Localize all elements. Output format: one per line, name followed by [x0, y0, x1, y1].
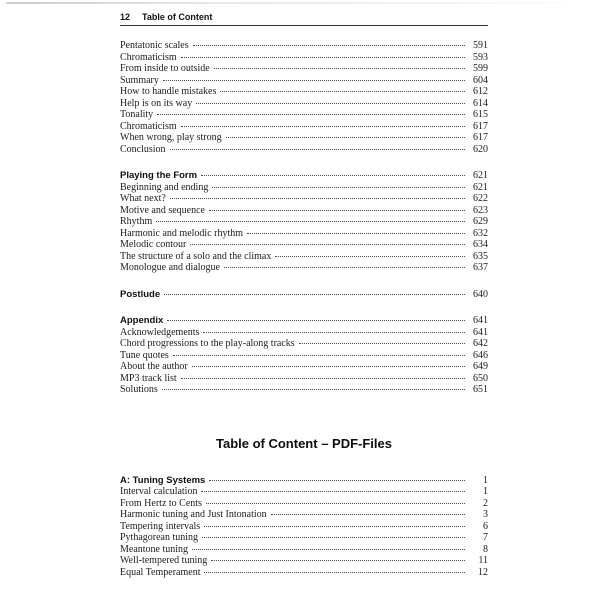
toc-entry	[120, 373, 488, 385]
toc-leader-dots	[181, 378, 465, 379]
toc-entry	[120, 327, 488, 339]
toc-leader-dots	[209, 480, 465, 481]
toc-entry-page: 641	[473, 326, 488, 338]
toc-leader-dots	[206, 503, 465, 504]
toc-entry-label: Acknowledgements	[120, 326, 200, 338]
toc-entry-label: Appendix	[120, 315, 164, 326]
toc-entry	[120, 144, 488, 156]
toc-entry	[120, 75, 488, 87]
toc-entry-label: Conclusion	[120, 143, 166, 155]
toc-entry-page: 12	[478, 566, 488, 578]
toc-leader-dots	[170, 149, 465, 150]
toc-entry-label: Summary	[120, 74, 159, 86]
toc-entry-label: From inside to outside	[120, 63, 210, 74]
toc-entry-page: 622	[473, 193, 488, 204]
toc-entry-label: Equal Temperament	[120, 566, 201, 578]
toc-entry-label: Tempering intervals	[120, 520, 201, 532]
toc-entry-label: Melodic contour	[120, 239, 187, 250]
toc-entry	[120, 567, 488, 579]
toc-entry	[120, 315, 488, 327]
toc-entry-label: Solutions	[120, 384, 158, 395]
toc-leader-dots	[209, 210, 465, 211]
toc-entry-page: 637	[473, 262, 488, 273]
toc-entry-page: 6	[483, 520, 488, 532]
toc-entry-page: 617	[473, 120, 488, 132]
toc-entry	[120, 262, 488, 274]
toc-leader-dots	[193, 45, 465, 46]
toc-entry-label: Harmonic and melodic rhythm	[120, 227, 244, 239]
pdf-toc-heading: Table of Content – PDF-Files	[216, 435, 392, 451]
toc-entry-page: 593	[473, 51, 488, 63]
toc-entry-page: 641	[473, 315, 488, 326]
toc-entry	[120, 228, 488, 240]
toc-entry-label: Postlude	[120, 288, 161, 300]
toc-leader-dots	[214, 68, 465, 69]
toc-entry-page: 635	[473, 250, 488, 262]
toc-leader-dots	[156, 221, 465, 222]
toc-entry	[120, 86, 488, 98]
toc-leader-dots	[167, 320, 465, 321]
toc-leader-dots	[271, 514, 465, 515]
toc-leader-dots	[212, 187, 465, 188]
toc-entry-label: Interval calculation	[120, 486, 198, 497]
toc-leader-dots	[226, 137, 465, 138]
toc-leader-dots	[190, 244, 465, 245]
toc-entry-page: 646	[473, 349, 488, 361]
toc-entry-page: 3	[483, 509, 488, 520]
toc-entry	[120, 486, 488, 498]
toc-entry-label: MP3 track list	[120, 372, 177, 384]
toc-entry	[120, 52, 488, 64]
toc-entry-label: Pythagorean tuning	[120, 532, 199, 543]
toc-entry	[120, 361, 488, 373]
toc-entry	[120, 121, 488, 133]
toc-entry-page: 11	[478, 555, 488, 566]
toc-entry	[120, 239, 488, 251]
toc-entry	[120, 170, 488, 182]
toc-entry	[120, 384, 488, 396]
toc-entry-page: 651	[473, 384, 488, 395]
toc-entry	[120, 216, 488, 228]
toc-leader-dots	[204, 572, 465, 573]
toc-entry	[120, 544, 488, 556]
toc-entry-label: Rhythm	[120, 216, 153, 227]
page-header	[120, 12, 488, 22]
toc-entry-page: 615	[473, 109, 488, 120]
toc-leader-dots	[299, 343, 465, 344]
toc-entry-label: Chord progressions to the play-along tracks	[120, 338, 295, 349]
toc-entry-label: Playing the Form	[120, 170, 198, 181]
toc-main	[120, 40, 488, 396]
toc-entry	[120, 289, 488, 301]
toc-entry-label: Motive and sequence	[120, 204, 205, 216]
toc-entry-page: 642	[473, 338, 488, 349]
toc-entry-label: Pentatonic scales	[120, 40, 189, 51]
toc-entry-page: 640	[473, 288, 488, 300]
toc-entry-page: 591	[473, 40, 488, 51]
toc-leader-dots	[163, 80, 465, 81]
toc-entry	[120, 132, 488, 144]
toc-leader-dots	[162, 389, 465, 390]
toc-entry	[120, 555, 488, 567]
toc-leader-dots	[211, 560, 465, 561]
header-rule	[120, 25, 488, 26]
toc-entry-label: About the author	[120, 361, 188, 372]
toc-entry-label: Tonality	[120, 109, 154, 120]
toc-leader-dots	[196, 103, 465, 104]
toc-entry-page: 8	[483, 543, 488, 555]
toc-entry	[120, 498, 488, 510]
toc-leader-dots	[173, 355, 465, 356]
toc-leader-dots	[181, 126, 465, 127]
toc-leader-dots	[157, 114, 465, 115]
toc-entry-page: 612	[473, 86, 488, 97]
toc-entry-label: Harmonic tuning and Just Intonation	[120, 509, 267, 520]
toc-entry-page: 7	[483, 532, 488, 543]
toc-entry-label: A: Tuning Systems	[120, 474, 206, 486]
toc-leader-dots	[170, 198, 465, 199]
toc-leader-dots	[164, 294, 465, 295]
toc-entry	[120, 205, 488, 217]
toc-leader-dots	[192, 549, 465, 550]
toc-entry-label: Help is on its way	[120, 97, 193, 109]
toc-entry-label: Chromaticism	[120, 51, 177, 63]
toc-entry	[120, 475, 488, 487]
toc-entry-page: 650	[473, 372, 488, 384]
toc-entry-page: 614	[473, 97, 488, 109]
toc-entry-label: Monologue and dialogue	[120, 262, 220, 273]
toc-entry-page: 629	[473, 216, 488, 227]
toc-entry	[120, 251, 488, 263]
toc-entry	[120, 63, 488, 75]
toc-entry-label: What next?	[120, 193, 166, 204]
toc-leader-dots	[247, 233, 465, 234]
toc-page-content	[120, 0, 488, 578]
toc-entry-page: 621	[473, 170, 488, 181]
page-edge-shadow	[6, 2, 594, 4]
toc-entry	[120, 350, 488, 362]
toc-entry	[120, 182, 488, 194]
toc-entry-page: 599	[473, 63, 488, 74]
toc-entry-label: Beginning and ending	[120, 181, 209, 193]
toc-leader-dots	[220, 91, 465, 92]
toc-entry-page: 2	[483, 497, 488, 509]
toc-entry	[120, 532, 488, 544]
toc-entry-label: When wrong, play strong	[120, 132, 222, 143]
toc-entry-label: Well-tempered tuning	[120, 555, 208, 566]
toc-leader-dots	[192, 366, 465, 367]
toc-leader-dots	[201, 175, 465, 176]
header-title: Table of Content	[142, 12, 213, 22]
toc-leader-dots	[275, 256, 465, 257]
toc-leader-dots	[204, 526, 465, 527]
toc-entry-page: 620	[473, 143, 488, 155]
toc-entry-page: 1	[483, 474, 488, 486]
toc-entry-page: 634	[473, 239, 488, 250]
toc-entry	[120, 98, 488, 110]
toc-leader-dots	[201, 491, 465, 492]
toc-entry	[120, 193, 488, 205]
toc-entry-label: From Hertz to Cents	[120, 497, 202, 509]
toc-entry-label: Tune quotes	[120, 349, 169, 361]
toc-entry	[120, 509, 488, 521]
toc-leader-dots	[202, 537, 465, 538]
toc-leader-dots	[181, 57, 465, 58]
toc-entry	[120, 109, 488, 121]
toc-entry-label: How to handle mistakes	[120, 86, 217, 97]
header-page-number: 12	[120, 12, 131, 22]
toc-entry-page: 1	[483, 486, 488, 497]
toc-leader-dots	[203, 332, 465, 333]
toc-entry-page: 632	[473, 227, 488, 239]
toc-entry-label: The structure of a solo and the climax	[120, 250, 272, 262]
toc-entry-label: Chromaticism	[120, 120, 177, 132]
toc-entry-page: 623	[473, 204, 488, 216]
toc-entry	[120, 338, 488, 350]
toc-entry-page: 621	[473, 181, 488, 193]
toc-entry-page: 604	[473, 74, 488, 86]
toc-entry-page: 617	[473, 132, 488, 143]
toc-entry-page: 649	[473, 361, 488, 372]
toc-entry	[120, 40, 488, 52]
toc-entry	[120, 521, 488, 533]
toc-leader-dots	[224, 267, 465, 268]
toc-entry-label: Meantone tuning	[120, 543, 189, 555]
toc-pdf	[120, 475, 488, 579]
